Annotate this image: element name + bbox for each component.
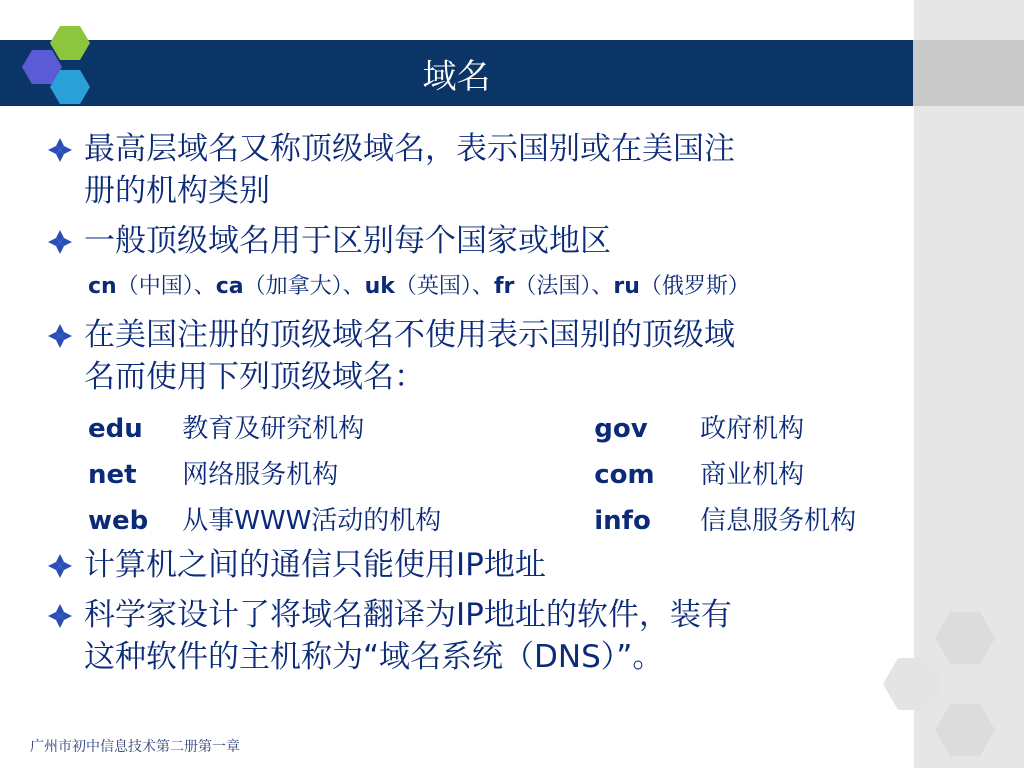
domain-desc: 信息服务机构 xyxy=(700,506,857,536)
diamond-bullet-icon xyxy=(46,322,74,350)
domain-row xyxy=(88,498,916,544)
page-title: 域名 xyxy=(422,56,491,97)
diamond-bullet-icon xyxy=(46,552,74,580)
country-code: uk xyxy=(364,274,395,299)
diamond-bullet-icon xyxy=(46,228,74,256)
bullet-text-line: 最高层域名又称顶级域名，表示国别或在美国注 xyxy=(84,131,735,167)
hexagon-decoration-icon xyxy=(880,610,1000,760)
domain-code: net xyxy=(88,460,137,490)
bullet-text-line: 科学家设计了将域名翻译为IP地址的软件，装有 xyxy=(84,597,732,633)
title-bar-right-block xyxy=(913,40,1024,106)
domain-row xyxy=(88,452,916,498)
domain-desc: 政府机构 xyxy=(700,414,805,444)
domain-desc: 教育及研究机构 xyxy=(182,414,365,444)
bullet-item xyxy=(46,594,916,678)
domain-code: info xyxy=(594,506,651,536)
country-code: ca xyxy=(215,274,244,299)
domain-desc: 从事WWW活动的机构 xyxy=(182,506,442,536)
country-name: （法国）、 xyxy=(514,274,614,299)
country-name: （俄罗斯） xyxy=(639,274,750,299)
domain-code: com xyxy=(594,460,655,490)
bullet-item xyxy=(46,128,916,212)
domain-desc: 商业机构 xyxy=(700,460,805,490)
domain-code: web xyxy=(88,506,149,536)
bullet-text-line: 册的机构类别 xyxy=(84,173,270,209)
bullet-text-line: 名而使用下列顶级域名： xyxy=(84,359,425,395)
bullet-text-line: 计算机之间的通信只能使用IP地址 xyxy=(84,547,546,583)
country-name: （英国）、 xyxy=(394,274,494,299)
content-area xyxy=(46,128,916,686)
diamond-bullet-icon xyxy=(46,602,74,630)
country-code: fr xyxy=(493,274,515,299)
domain-table xyxy=(88,406,916,544)
bullet-item xyxy=(46,220,916,262)
bullet-text-line: 在美国注册的顶级域名不使用表示国别的顶级域 xyxy=(84,317,735,353)
domain-row xyxy=(88,406,916,452)
country-codes-line xyxy=(46,272,916,302)
domain-code: edu xyxy=(88,414,143,444)
footer-text: 广州市初中信息技术第二册第一章 xyxy=(30,739,240,755)
domain-desc: 网络服务机构 xyxy=(182,460,339,490)
country-code: ru xyxy=(613,274,640,299)
bullet-item xyxy=(46,544,916,586)
bullet-text-line: 一般顶级域名用于区别每个国家或地区 xyxy=(84,223,611,259)
country-name: （中国）、 xyxy=(116,274,216,299)
bullet-text-line: 这种软件的主机称为“域名系统（DNS）”。 xyxy=(84,639,664,675)
country-code: cn xyxy=(88,274,117,299)
bullet-item xyxy=(46,314,916,398)
diamond-bullet-icon xyxy=(46,136,74,164)
country-name: （加拿大）、 xyxy=(243,274,365,299)
domain-code: gov xyxy=(594,414,648,444)
